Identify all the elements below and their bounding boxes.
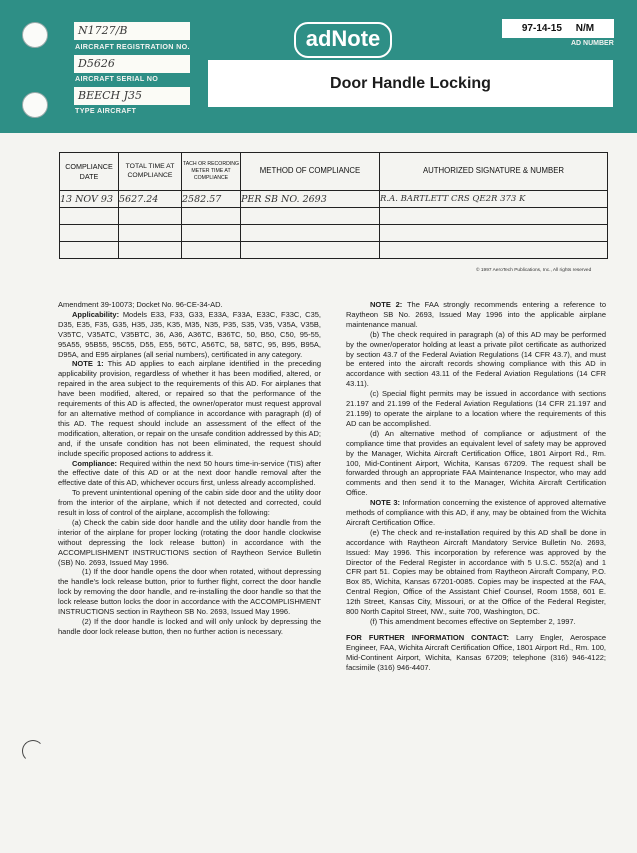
note-2-paragraph: NOTE 2: The FAA strongly recommends entering a reference to Raytheon SB No. 2693, Issued May 1996 into the applicable airplane maintenance manual. <box>346 300 606 329</box>
header-band <box>0 0 637 133</box>
table-row <box>60 208 608 225</box>
note-1-paragraph: NOTE 1: This AD applies to each airplane identified in the preceding applicability provision, regardless of whether it has been modified, altered, or repaired in the area subject to the requirements of this AD. For airplanes that have been modified, altered, or repaired so that the performance of the requirements of this AD is affected, the owner/operator must request approval for an alternative method of compliance in accordance with paragraph (d) of this AD. The request should include an assessment of the effect of the modification, alteration, or repair on the unsafe condition addressed by this AD; and, if the unsafe condition has not been eliminated, the request should include specific proposed actions to address it. <box>58 359 321 458</box>
type-label: TYPE AIRCRAFT <box>75 106 137 115</box>
amendment-line: Amendment 39-10073; Docket No. 96-CE-34-AD. <box>58 300 223 309</box>
compliance-date-cell[interactable]: 13 NOV 93 <box>60 191 119 208</box>
page-title: Door Handle Locking <box>330 74 491 92</box>
contact-paragraph: FOR FURTHER INFORMATION CONTACT: Larry Engler, Aerospace Engineer, FAA, Wichita Aircraft Certification Office, 1801 Airport Rd., Rm. 100, Mid-Continent Airport, Wichita, Kansas 67209; telephone (316) 946-4122; facsimile (316) 946-4407. <box>346 632 606 672</box>
title-box <box>208 60 613 107</box>
ad-number: 97-14-15 <box>521 23 562 34</box>
copyright-notice: © 1997 AeroTech Publications, Inc., All rights reserved <box>476 268 592 273</box>
total-time-cell[interactable] <box>119 208 182 225</box>
binder-hole <box>22 22 48 48</box>
compliance-date-cell[interactable] <box>60 242 119 259</box>
signature-cell[interactable] <box>380 208 608 225</box>
paragraph-f: (f) This amendment becomes effective on September 2, 1997. <box>370 617 576 626</box>
tach-time-cell[interactable]: 2582.57 <box>182 191 241 208</box>
header-signature: AUTHORIZED SIGNATURE & NUMBER <box>380 153 608 191</box>
paragraph-b: (b) The check required in paragraph (a) of this AD may be performed by the owner/operator holding at least a private pilot certificate as authorized by section 43.7 of the Federal Aviation Regulations (14 CFR 43.7), and must be entered into the aircraft records showing compliance with this AD in accordance with section 43.11 of the Federal Aviation Regulations (14 CFR 43.11). <box>346 329 606 389</box>
type-field[interactable] <box>74 87 190 105</box>
serial-value: D5626 <box>78 57 115 70</box>
table-row <box>60 242 608 259</box>
compliance-paragraph: Compliance: Required within the next 50 hours time-in-service (TIS) after the effective date of this AD or at the next door handle removal after the effective date of this AD, whichever occurs first, unless already accomplished. <box>58 458 321 488</box>
compliance-header-row <box>60 153 608 191</box>
total-time-cell[interactable]: 5627.24 <box>119 191 182 208</box>
signature-cell[interactable]: R.A. BARTLETT CRS QE2R 373 K <box>380 191 608 208</box>
paragraph-a1: (1) If the door handle opens the door when rotated, without depressing the handle's lock release button, prior to further flight, correct the door handle lock by removing the door handle, and re-installing the door handle so that the lock release button locks the door in accordance with the ACCOMPLISHMENT INSTRUCTIONS section in Raytheon SB No. 2693, Issued May 1996. <box>58 567 321 617</box>
note-3-paragraph: NOTE 3: Information concerning the existence of approved alternative methods of compliance with this AD, if any, may be obtained from the Wichita Aircraft Certification Office. <box>346 498 606 527</box>
compliance-table <box>59 152 608 259</box>
tach-time-cell[interactable] <box>182 208 241 225</box>
adnote-logo: adNote <box>294 22 392 58</box>
serial-field[interactable] <box>74 55 190 73</box>
total-time-cell[interactable] <box>119 225 182 242</box>
ad-number-box <box>502 19 614 38</box>
purpose-paragraph: To prevent unintentional opening of the cabin side door and the utility door from the interior of the airplane, which if not detected and corrected, could result in loss of control of the airplane, accomplish the following: <box>58 488 321 518</box>
table-row <box>60 225 608 242</box>
registration-label: AIRCRAFT REGISTRATION NO. <box>75 42 190 51</box>
right-column <box>346 300 606 673</box>
method-cell[interactable] <box>241 225 380 242</box>
paragraph-e: (e) The check and re-installation required by this AD shall be done in accordance with Raytheon Aircraft Mandatory Service Bulletin No. 2693, Issued: May 1996. This incorporation by reference was approved by the Director of the Federal Register in accordance with 5 U.S.C. 552(a) and 1 CFR part 51. Copies may be obtained from Raytheon Aircraft Company, P.O. Box 85, Wichita, Kansas 67201-0085. Copies may be inspected at the FAA, Central Region, Office of the Assistant Chief Counsel, Room 1558, 601 E. 12th Street, Kansas City, Missouri, or at the Office of the Federal Register, 800 North Capitol Street, NW., suite 700, Washington, DC. <box>346 527 606 617</box>
method-cell[interactable] <box>241 242 380 259</box>
paragraph-a2: (2) If the door handle is locked and will only unlock by depressing the handle door lock release button, then no further action is necessary. <box>58 617 321 636</box>
method-cell[interactable]: PER SB NO. 2693 <box>241 191 380 208</box>
paragraph-d: (d) An alternative method of compliance or adjustment of the compliance time that provides an equivalent level of safety may be approved by the Manager, Wichita Aircraft Certification Office, 1801 Airport Rd., Rm. 100, Mid-Continent Airport, Wichita, Kansas 67209. The request shall be forwarded through an appropriate FAA Maintenance Inspector, who may add comments and then send it to the Manager, Wichita Aircraft Certification Office. <box>346 428 606 498</box>
signature-cell[interactable] <box>380 242 608 259</box>
paragraph-c: (c) Special flight permits may be issued in accordance with sections 21.197 and 21.199 of the Federal Aviation Regulations (14 CFR 21.197 and 21.199) to operate the airplane to a location where the requirements of this AD can be accomplished. <box>346 389 606 428</box>
header-tach-time: TACH OR RECORDING METER TIME AT COMPLIANCE <box>182 153 241 191</box>
method-cell[interactable] <box>241 208 380 225</box>
type-value: BEECH J35 <box>78 89 143 102</box>
ad-number-label: AD NUMBER <box>571 40 614 47</box>
tach-time-cell[interactable] <box>182 225 241 242</box>
header-method: METHOD OF COMPLIANCE <box>241 153 380 191</box>
tach-time-cell[interactable] <box>182 242 241 259</box>
compliance-date-cell[interactable] <box>60 225 119 242</box>
paragraph-a: (a) Check the cabin side door handle and the utility door handle from the interior of the airplane for proper locking (rotating the door handle clockwise without depressing the lock release button) in accordance with the ACCOMPLISHMENT INSTRUCTIONS section of Raytheon Service Bulletin (SB) No. 2693, Issued May 1996. <box>58 517 321 567</box>
binder-hole <box>22 92 48 118</box>
applicability-paragraph: Applicability: Models E33, F33, G33, E33A, F33A, E33C, F33C, C35, D35, E35, F35, G35, H35, J35, K35, M35, N35, P35, S35, V35, V35A, V35B, V35TC, V35ATC, V35BTC, 36, A36, A36TC, B36TC, 50, B50, C50, 95-55, 95A55, 95B55, 95C55, D55, E55, 56TC, A56TC, 58, 58TC, 95, B95, B95A, D95A, and E95 airplanes (all serial numbers), certificated in any category. <box>58 309 321 359</box>
left-column <box>58 300 321 637</box>
compliance-date-cell[interactable] <box>60 208 119 225</box>
registration-value: N1727/B <box>78 24 128 37</box>
header-compliance-date: COMPLIANCE DATE <box>60 153 119 191</box>
table-row <box>60 191 608 208</box>
binder-hole-mark <box>22 740 44 762</box>
total-time-cell[interactable] <box>119 242 182 259</box>
signature-cell[interactable] <box>380 225 608 242</box>
header-total-time: TOTAL TIME AT COMPLIANCE <box>119 153 182 191</box>
ad-number-suffix: N/M <box>575 23 595 34</box>
registration-field[interactable] <box>74 22 190 40</box>
serial-label: AIRCRAFT SERIAL NO <box>75 74 159 83</box>
